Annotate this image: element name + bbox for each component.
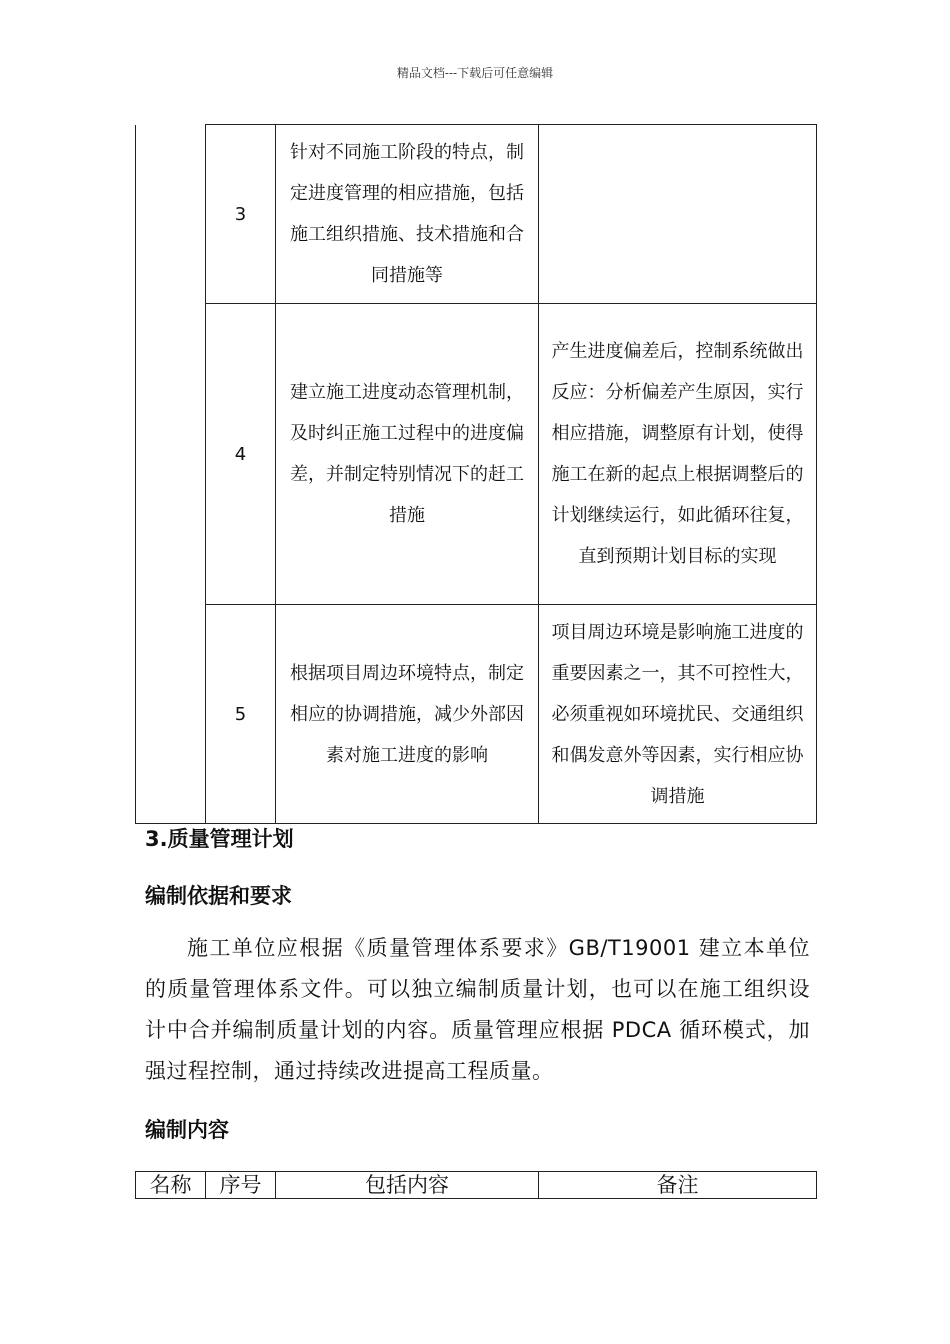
body-paragraph: 施工单位应根据《质量管理体系要求》GB/T19001 建立本单位的质量管理体系文件。可以独立编制质量计划，也可以在施工组织设计中合并编制质量计划的内容。质量管理应根据 PDCA 循环模式，加强过程控制，通过持续改进提高工程质量。 (145, 936, 810, 1083)
table-header-row (136, 1172, 817, 1199)
table-row (136, 605, 817, 824)
table-row (136, 125, 817, 304)
header-name: 名称 (136, 1172, 206, 1199)
quality-plan-table (135, 1171, 817, 1199)
row-note (539, 125, 817, 304)
subheading-basis: 编制依据和要求 (145, 884, 292, 908)
header-content: 包括内容 (276, 1172, 539, 1199)
row-note: 项目周边环境是影响施工进度的重要因素之一，其不可控性大，必须重视如环境扰民、交通组织和偶发意外等因素，实行相应协调措施 (539, 605, 817, 824)
progress-measures-table (135, 124, 817, 824)
section-title: 3.质量管理计划 (145, 827, 294, 851)
row-number: 5 (206, 605, 276, 824)
table-row (136, 304, 817, 605)
row-number: 4 (206, 304, 276, 605)
row-content: 建立施工进度动态管理机制，及时纠正施工过程中的进度偏差，并制定特别情况下的赶工措施 (276, 304, 539, 605)
subheading-content: 编制内容 (145, 1118, 229, 1142)
row-content: 根据项目周边环境特点，制定相应的协调措施，减少外部因素对施工进度的影响 (276, 605, 539, 824)
category-cell (136, 125, 206, 824)
row-content: 针对不同施工阶段的特点，制定进度管理的相应措施，包括施工组织措施、技术措施和合同措施等 (276, 125, 539, 304)
header-note: 备注 (539, 1172, 817, 1199)
row-note: 产生进度偏差后，控制系统做出反应：分析偏差产生原因，实行相应措施，调整原有计划，使得施工在新的起点上根据调整后的计划继续运行，如此循环往复，直到预期计划目标的实现 (539, 304, 817, 605)
page-header: 精品文档---下载后可任意编辑 (396, 66, 554, 80)
row-number: 3 (206, 125, 276, 304)
header-number: 序号 (206, 1172, 276, 1199)
